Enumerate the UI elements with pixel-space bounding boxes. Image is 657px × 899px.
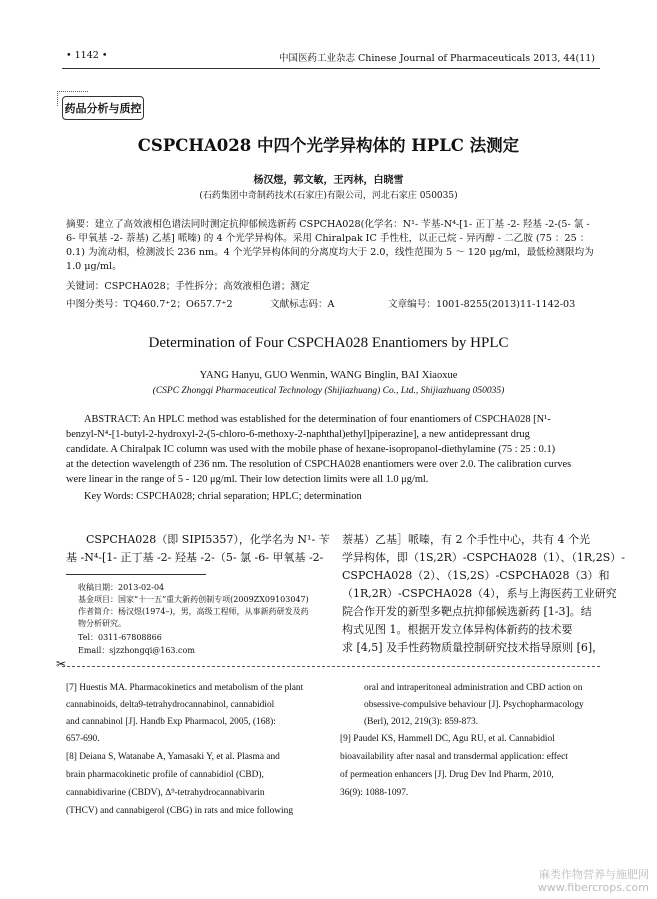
- body-left-line: 基 -N⁴-[1- 正丁基 -2- 羟基 -2-（5- 氯 -6- 甲氧基 -2-: [66, 551, 324, 564]
- footnote-author: 作者简介：杨汉煜(1974–)，男，高级工程师，从事新药研发及药: [78, 607, 309, 616]
- watermark-url: www.fibercrops.com: [537, 881, 649, 894]
- footnote-rule: [66, 574, 206, 575]
- body-right-line: （1R,2R）-CSPCHA028（4），系与上海医药工业研究: [342, 587, 617, 600]
- affiliation-cn: (石药集团中奇制药技术(石家庄)有限公司，河北石家庄 050035): [199, 191, 458, 201]
- body-right-line: 构式见图 1。根据开发立体异构体新药的技术要: [342, 623, 573, 636]
- abstract-en-line: ABSTRACT: An HPLC method was established for the determination of four enantiomers of CSPCHA028 [N¹-: [84, 414, 551, 425]
- body-right-line: 学异构体，即（1S,2R）-CSPCHA028（1）、（1R,2S）-: [342, 551, 625, 564]
- reference-line: bioavailability after nasal and transdermal application: effect: [340, 752, 568, 762]
- footnote-email: Email：sjzzhongqi@163.com: [78, 646, 195, 655]
- body-left-line: CSPCHA028（即 SIPI5357），化学名为 N¹- 苄: [86, 533, 330, 546]
- abstract-cn-line: 1.0 μg/ml。: [66, 261, 122, 272]
- reference-line: cannabidivarine (CBDV), Δ⁹-tetrahydrocannabivarin: [66, 788, 265, 798]
- abstract-en-line: benzyl-N⁴-[1-butyl-2-hydroxyl-2-(5-chloro-6-methoxy-2-naphthal)ethyl]piperazine], a new antidepressant drug: [66, 429, 530, 440]
- page-number: • 1142 •: [66, 50, 108, 61]
- scissors-icon: ✂: [56, 657, 67, 671]
- reference-line: brain pharmacokinetic profile of cannabidiol (CBD),: [66, 770, 264, 780]
- title-en: Determination of Four CSPCHA028 Enantiomers by HPLC: [148, 335, 509, 351]
- abstract-en-line: at the detection wavelength of 236 nm. The resolution of CSPCHA028 enantiomers were over 2.0. The calibration curves: [66, 459, 572, 470]
- abstract-en-line: were linear in the range of 5 - 120 μg/ml. Their low detection limits were all 1.0 μg/ml.: [66, 474, 429, 485]
- reference-line: [8] Deiana S, Watanabe A, Yamasaki Y, et al. Plasma and: [66, 752, 280, 762]
- journal-header: 中国医药工业杂志 Chinese Journal of Pharmaceuticals 2013, 44(11): [278, 53, 595, 64]
- footnote-author-cont: 物分析研究。: [78, 619, 126, 628]
- footnote-fund: 基金项目：国家“十一五”重大新药创制专项(2009ZX09103047): [78, 595, 309, 604]
- body-right-line: 求 [4,5] 及手性药物质量控制研究技术指导原则 [6]，: [342, 641, 604, 654]
- footnote-received: 收稿日期：2013-02-04: [78, 583, 165, 592]
- header-rule: [62, 68, 600, 69]
- authors-en: YANG Hanyu, GUO Wenmin, WANG Binglin, BAI Xiaoxue: [199, 370, 458, 381]
- clc-number: 中图分类号：TQ460.7⁺2；O657.7⁺2: [66, 299, 233, 310]
- abstract-cn-line: 6- 甲氧基 -2- 萘基) 乙基] 哌嗪) 的 4 个光学异构体。采用 Chiralpak IC 手性柱，以正己烷 - 异丙醇 - 二乙胺 (75 ：25 ：: [66, 233, 590, 244]
- abstract-en-line: candidate. A Chiralpak IC column was used with the mobile phase of hexane-isopropanol-diethylamine (75 : 25 : 0.1): [66, 444, 556, 455]
- authors-cn: 杨汉煜，郭文敏，王丙林，白晓雪: [253, 175, 404, 186]
- body-right-line: 院合作开发的新型多靶点抗抑郁候选新药 [1-3]。结: [342, 605, 592, 618]
- reference-line: oral and intraperitoneal administration and CBD action on: [364, 683, 583, 693]
- reference-line: [7] Huestis MA. Pharmacokinetics and metabolism of the plant: [66, 683, 304, 693]
- reference-line: [9] Paudel KS, Hammell DC, Agu RU, et al. Cannabidiol: [340, 734, 555, 744]
- reference-line: of permeation enhancers [J]. Drug Dev Ind Pharm, 2010,: [340, 770, 554, 780]
- affiliation-en: (CSPC Zhongqi Pharmaceutical Technology (Shijiazhuang) Co., Ltd., Shijiazhuang 050035): [152, 386, 505, 396]
- body-right-line: 萘基）乙基］哌嗪，有 2 个手性中心，共有 4 个光: [342, 533, 590, 546]
- doc-code: 文献标志码：A: [270, 299, 335, 310]
- article-number: 文章编号：1001-8255(2013)11-1142-03: [388, 299, 576, 310]
- abstract-cn-line: 0.1) 为流动相，检测波长 236 nm。4 个光学异构体间的分离度均大于 2.0，线性范围为 5 ～ 120 μg/ml，最低检测限均为: [66, 247, 594, 258]
- section-tag: 药品分析与质控: [62, 96, 144, 120]
- reference-line: 36(9): 1088-1097.: [340, 788, 409, 798]
- title-cn: CSPCHA028 中四个光学异构体的 HPLC 法测定: [137, 136, 520, 155]
- keywords-en: Key Words: CSPCHA028; chrial separation; HPLC; determination: [84, 491, 362, 502]
- keywords-cn: 关键词：CSPCHA028；手性拆分；高效液相色谱；测定: [66, 281, 310, 292]
- reference-line: (Berl), 2012, 219(3): 859-873.: [364, 717, 479, 727]
- reference-line: obsessive-compulsive behaviour [J]. Psychopharmacology: [364, 700, 584, 710]
- abstract-cn-line: 摘要：建立了高效液相色谱法同时测定抗抑郁候选新药 CSPCHA028(化学名：N¹- 苄基-N⁴-[1- 正丁基 -2- 羟基 -2-(5- 氯 -: [66, 219, 590, 230]
- footnote-tel: Tel：0311-67808866: [78, 633, 162, 642]
- reference-line: and cannabinol [J]. Handb Exp Pharmacol, 2005, (168):: [66, 717, 276, 727]
- reference-line: (THCV) and cannabigerol (CBG) in rats and mice following: [66, 806, 294, 816]
- reference-line: cannabinoids, delta9-tetrahydrocannabinol, cannabidiol: [66, 700, 275, 710]
- reference-line: 657-690.: [66, 734, 100, 744]
- cut-line: [62, 666, 600, 667]
- body-right-line: CSPCHA028（2）、（1S,2S）-CSPCHA028（3）和: [342, 569, 610, 582]
- watermark-cn: 麻类作物营养与施肥网: [539, 868, 649, 881]
